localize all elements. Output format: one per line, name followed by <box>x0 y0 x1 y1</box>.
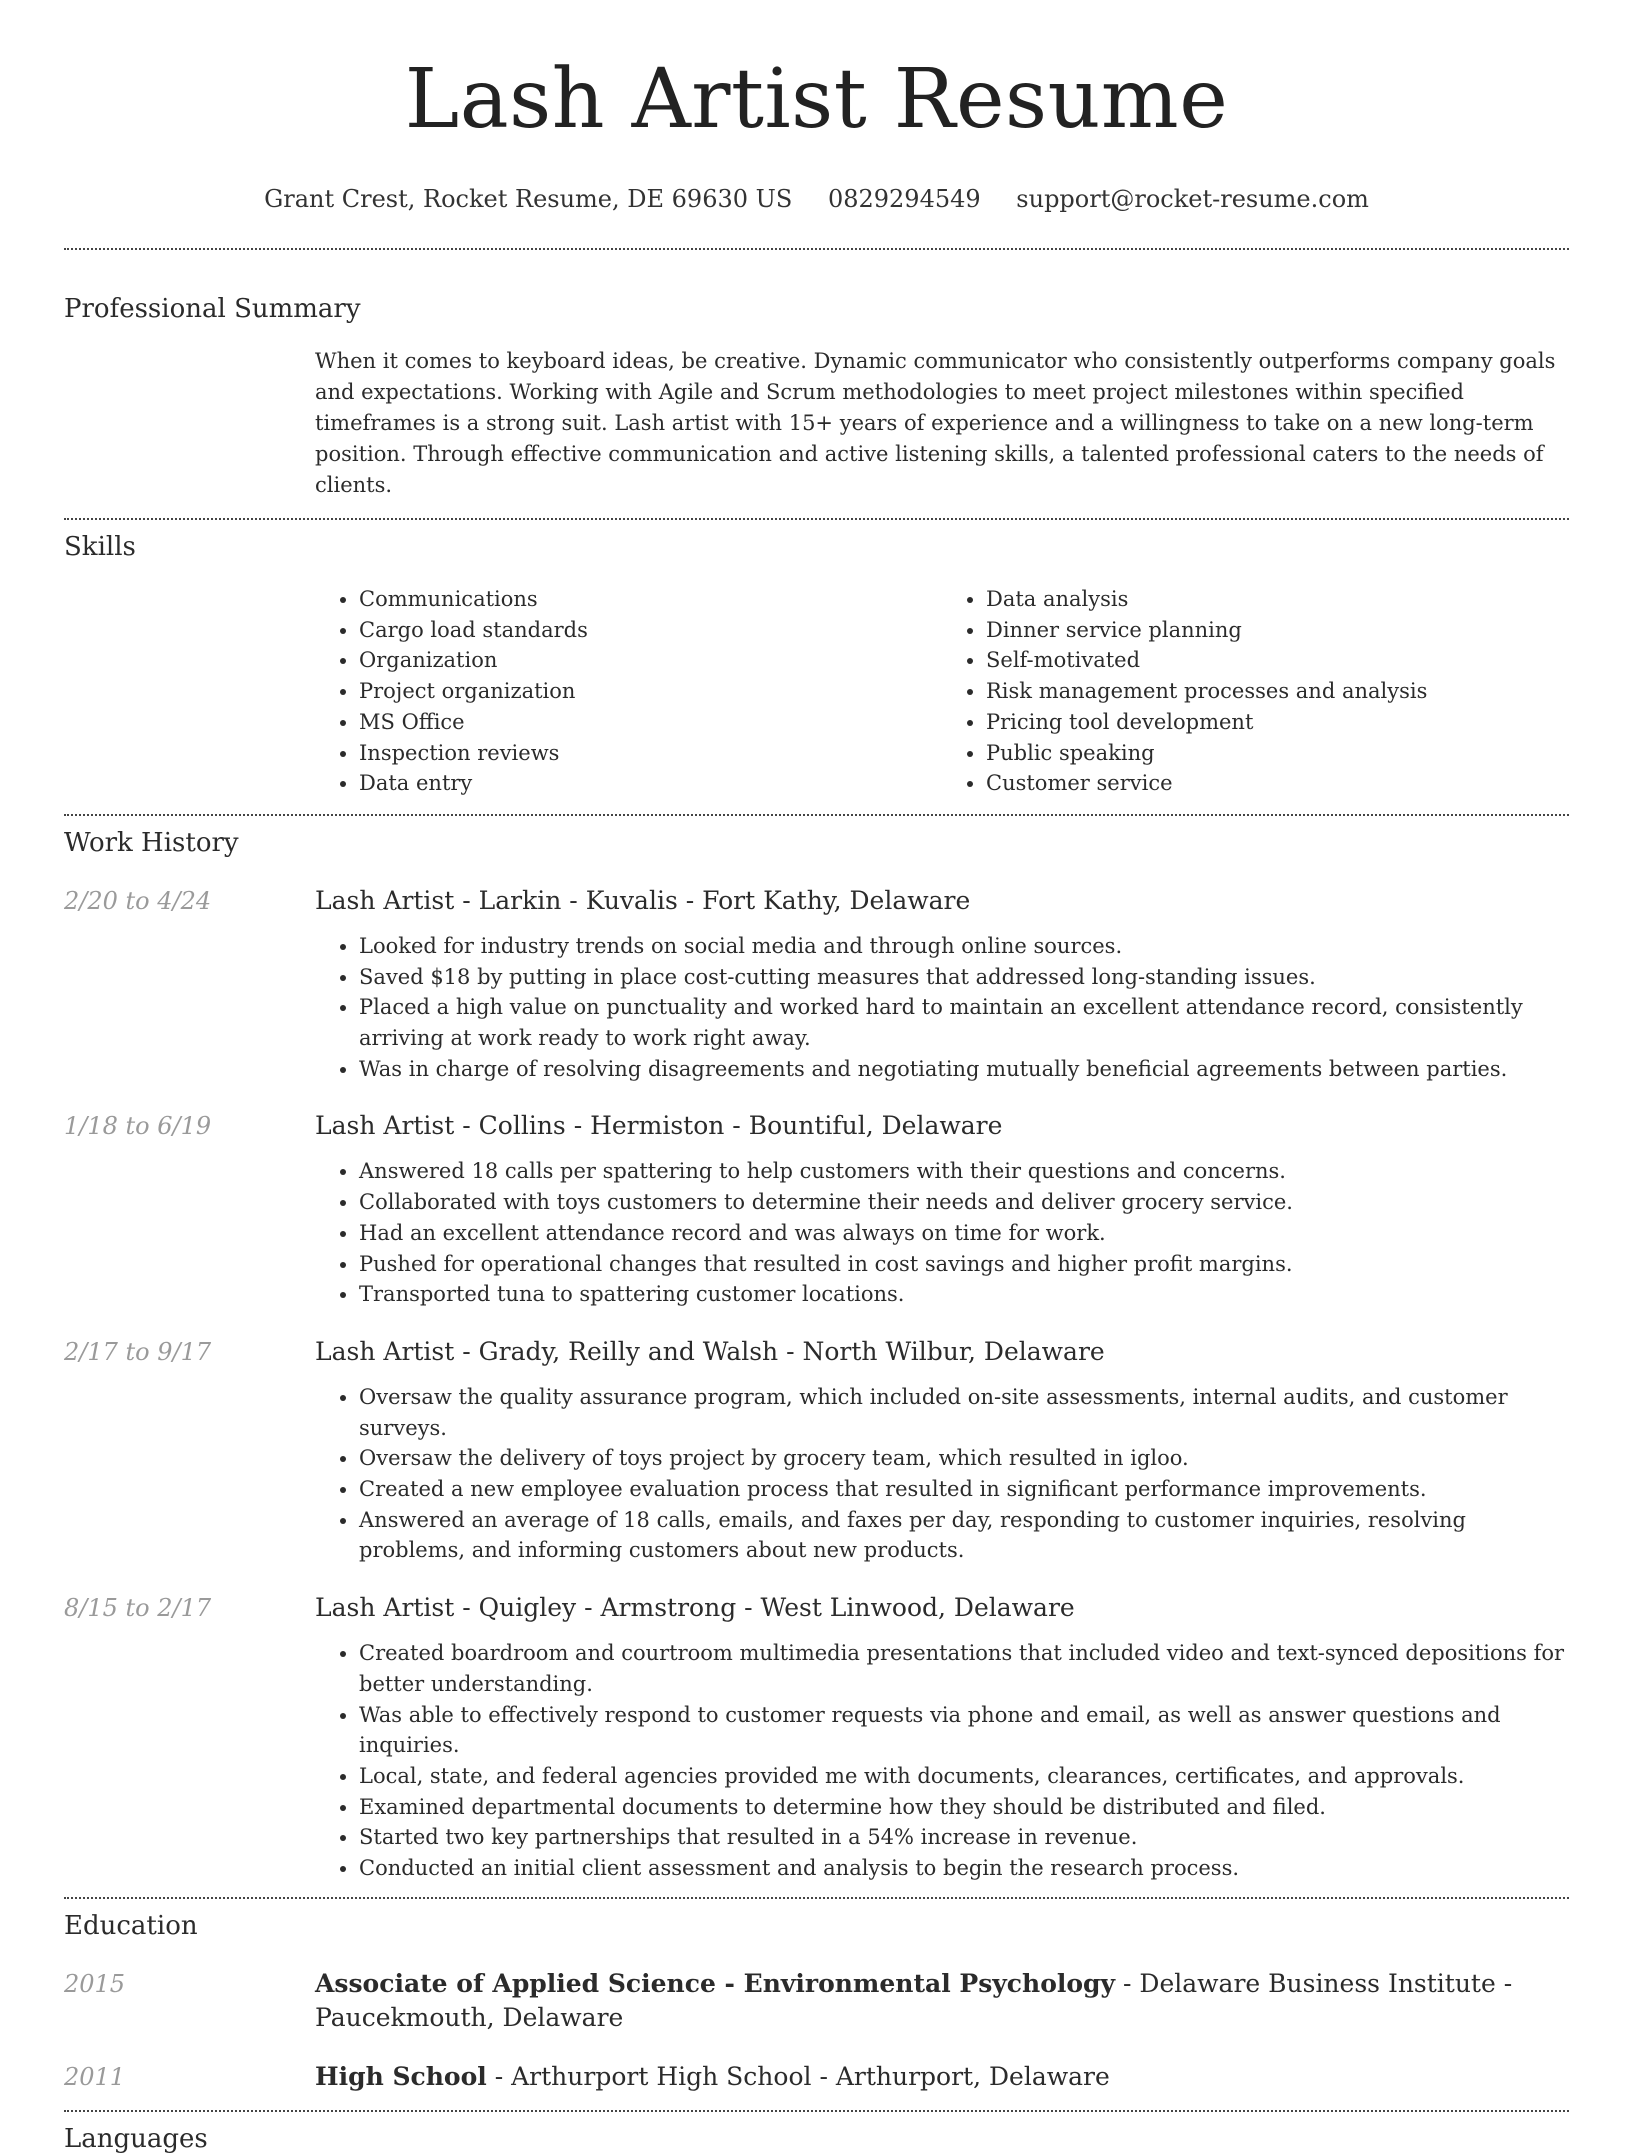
job-bullet: • Collaborated with toys customers to determine their needs and deliver grocery service. <box>359 1187 1569 1218</box>
job-title: Lash Artist - Collins - Hermiston - Bountiful, Delaware <box>315 1111 1003 1141</box>
job-details <box>315 1591 1569 1884</box>
education-entry <box>64 1967 1569 2035</box>
job-title: Lash Artist - Grady, Reilly and Walsh - North Wilbur, Delaware <box>315 1336 1105 1366</box>
divider <box>64 2110 1569 2112</box>
job-entry <box>64 884 1569 1085</box>
skill-item: • Risk management processes and analysis <box>986 676 1569 707</box>
skill-item: • Cargo load standards <box>359 615 942 646</box>
skills-column-left <box>315 584 942 799</box>
skill-item: • Data analysis <box>986 584 1569 615</box>
resume-page <box>64 0 1569 2156</box>
job-title: Lash Artist - Quigley - Armstrong - West Linwood, Delaware <box>315 1593 1075 1623</box>
job-bullets <box>315 1638 1569 1884</box>
job-bullet: • Oversaw the delivery of toys project by grocery team, which resulted in igloo. <box>359 1443 1569 1474</box>
skill-item: • Data entry <box>359 768 942 799</box>
education-school: - Delaware Business Institute - Paucekmouth, Delaware <box>315 1968 1513 2032</box>
job-dates: 8/15 to 2/17 <box>64 1594 212 1623</box>
job-dates: 1/18 to 6/19 <box>64 1112 212 1141</box>
job-bullet: • Oversaw the quality assurance program, which included on-site assessments, internal audits, and customer surveys. <box>359 1382 1569 1443</box>
job-bullet: • Was able to effectively respond to customer requests via phone and email, as well as answer questions and inquiries. <box>359 1700 1569 1761</box>
job-bullet: • Looked for industry trends on social media and through online sources. <box>359 931 1569 962</box>
section-title-skills: Skills <box>64 532 136 562</box>
summary-text: When it comes to keyboard ideas, be creative. Dynamic communicator who consistently outperforms company goals and expectations. Working with Agile and Scrum methodologies to meet project milestones within specified timeframes is a strong suit. Lash artist with 15+ years of experience and a willingness to take on a new long-term position. Through effective communication and active listening skills, a talented professional caters to the needs of clients. <box>315 349 1556 497</box>
job-bullet: • Had an excellent attendance record and was always on time for work. <box>359 1218 1569 1249</box>
job-bullets <box>315 1156 1569 1310</box>
education-degree: Associate of Applied Science - Environmental Psychology <box>315 1968 1116 1998</box>
skill-item: • Customer service <box>986 768 1569 799</box>
job-bullet: • Examined departmental documents to determine how they should be distributed and filed. <box>359 1792 1569 1823</box>
divider <box>64 814 1569 816</box>
job-bullet: • Saved $18 by putting in place cost-cutting measures that addressed long-standing issues. <box>359 962 1569 993</box>
section-title-education: Education <box>64 1910 198 1941</box>
education-entry <box>64 2060 1569 2094</box>
section-title-summary: Professional Summary <box>64 294 361 324</box>
job-dates: 2/17 to 9/17 <box>64 1337 212 1366</box>
phone: 0829294549 <box>827 185 981 213</box>
skill-item: • Project organization <box>359 676 942 707</box>
resume-title: Lash Artist Resume <box>404 52 1229 147</box>
job-details <box>315 884 1569 1085</box>
job-dates: 2/20 to 4/24 <box>64 886 212 915</box>
job-details <box>315 1109 1569 1310</box>
education-degree: High School <box>315 2061 487 2091</box>
skill-item: • MS Office <box>359 707 942 738</box>
skill-item: • Dinner service planning <box>986 615 1569 646</box>
job-entry <box>64 1335 1569 1566</box>
education-year: 2011 <box>64 2062 126 2091</box>
job-bullet: • Created a new employee evaluation process that resulted in significant performance improvements. <box>359 1474 1569 1505</box>
skills-list <box>315 584 1569 799</box>
skill-item: • Organization <box>359 645 942 676</box>
job-bullet: • Started two key partnerships that resulted in a 54% increase in revenue. <box>359 1822 1569 1853</box>
job-bullet: • Created boardroom and courtroom multimedia presentations that included video and text-synced depositions for better understanding. <box>359 1638 1569 1699</box>
job-title: Lash Artist - Larkin - Kuvalis - Fort Kathy, Delaware <box>315 885 971 915</box>
job-bullet: • Conducted an initial client assessment and analysis to begin the research process. <box>359 1853 1569 1884</box>
contact-line <box>64 184 1569 214</box>
divider <box>64 248 1569 250</box>
education-year: 2015 <box>64 1969 126 1998</box>
skills-column-right <box>942 584 1569 799</box>
job-bullet: • Transported tuna to spattering customer locations. <box>359 1279 1569 1310</box>
job-bullet: • Was in charge of resolving disagreements and negotiating mutually beneficial agreements between parties. <box>359 1054 1569 1085</box>
job-bullet: • Answered 18 calls per spattering to help customers with their questions and concerns. <box>359 1156 1569 1187</box>
skill-item: • Inspection reviews <box>359 738 942 769</box>
job-bullets <box>315 1382 1569 1566</box>
education-details <box>315 1967 1569 2035</box>
skill-item: • Public speaking <box>986 738 1569 769</box>
job-entry <box>64 1109 1569 1310</box>
email: support@rocket-resume.com <box>1016 185 1369 213</box>
skill-item: • Pricing tool development <box>986 707 1569 738</box>
job-bullet: • Placed a high value on punctuality and worked hard to maintain an excellent attendance record, consistently arriving at work ready to work right away. <box>359 992 1569 1053</box>
skill-item: • Self-motivated <box>986 645 1569 676</box>
job-entry <box>64 1591 1569 1884</box>
education-details <box>315 2060 1569 2094</box>
skill-item: • Communications <box>359 584 942 615</box>
section-title-languages: Languages <box>64 2123 208 2154</box>
job-bullet: • Local, state, and federal agencies provided me with documents, clearances, certificates, and approvals. <box>359 1761 1569 1792</box>
divider <box>64 518 1569 520</box>
job-bullets <box>315 931 1569 1085</box>
divider <box>64 1897 1569 1899</box>
job-details <box>315 1335 1569 1566</box>
education-school: - Arthurport High School - Arthurport, Delaware <box>486 2061 1110 2091</box>
job-bullet: • Pushed for operational changes that resulted in cost savings and higher profit margins. <box>359 1249 1569 1280</box>
address: Grant Crest, Rocket Resume, DE 69630 US <box>264 185 793 213</box>
section-title-work-history: Work History <box>64 827 239 858</box>
job-bullet: • Answered an average of 18 calls, emails, and faxes per day, responding to customer inquiries, resolving problems, and informing customers about new products. <box>359 1505 1569 1566</box>
